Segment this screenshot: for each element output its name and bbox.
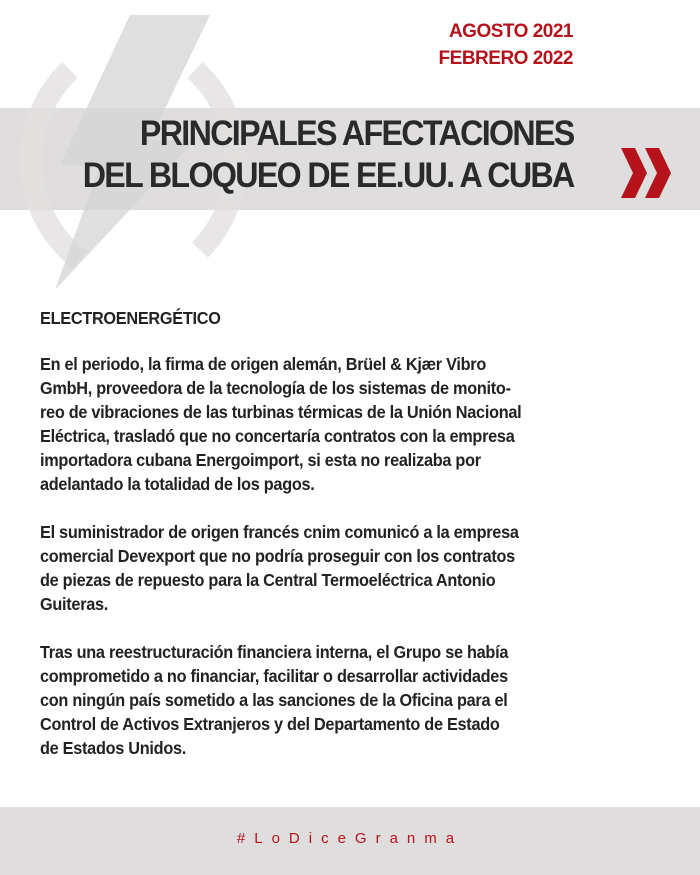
- text-line: de Estados Unidos.: [40, 738, 187, 758]
- text-line: comercial Devexport que no podría proseguir con los contratos: [40, 546, 515, 566]
- text-line: Guiteras.: [40, 594, 109, 614]
- page-title: [83, 113, 574, 197]
- text-line: de piezas de repuesto para la Central Termoeléctrica Antonio: [40, 570, 496, 590]
- text-line: Eléctrica, trasladó que no concertaría contratos con la empresa: [40, 426, 515, 446]
- section-heading: ELECTROENERGÉTICO: [40, 308, 221, 328]
- title-line: DEL BLOQUEO DE EE.UU. A CUBA: [83, 156, 574, 195]
- text-line: Control de Activos Extranjeros y del Departamento de Estado: [40, 714, 500, 734]
- title-line: PRINCIPALES AFECTACIONES: [140, 114, 574, 153]
- paragraph: [40, 640, 558, 760]
- paragraph: [40, 520, 558, 616]
- text-line: El suministrador de origen francés cnim comunicó a la empresa: [40, 522, 519, 542]
- footer-band: [0, 807, 700, 875]
- text-line: adelantado la totalidad de los pagos.: [40, 474, 315, 494]
- text-line: reo de vibraciones de las turbinas térmicas de la Unión Nacional: [40, 402, 522, 422]
- text-line: importadora cubana Energoimport, si esta no realizaba por: [40, 450, 481, 470]
- double-chevron-icon: [615, 148, 675, 198]
- hashtag: #LoDiceGranma: [236, 830, 464, 847]
- date-start: AGOSTO 2021: [448, 21, 573, 42]
- paragraph: [40, 352, 558, 496]
- text-line: Tras una reestructuración financiera interna, el Grupo se había: [40, 642, 509, 662]
- text-line: En el periodo, la firma de origen alemán, Brüel & Kjær Vibro: [40, 354, 487, 374]
- text-line: con ningún país sometido a las sanciones de la Oficina para el: [40, 690, 508, 710]
- date-end: FEBRERO 2022: [438, 48, 573, 69]
- text-line: GmbH, proveedora de la tecnología de los sistemas de monito-: [40, 378, 511, 398]
- text-line: comprometido a no financiar, facilitar o desarrollar actividades: [40, 666, 508, 686]
- article-body: [40, 306, 558, 784]
- date-range: [439, 18, 573, 72]
